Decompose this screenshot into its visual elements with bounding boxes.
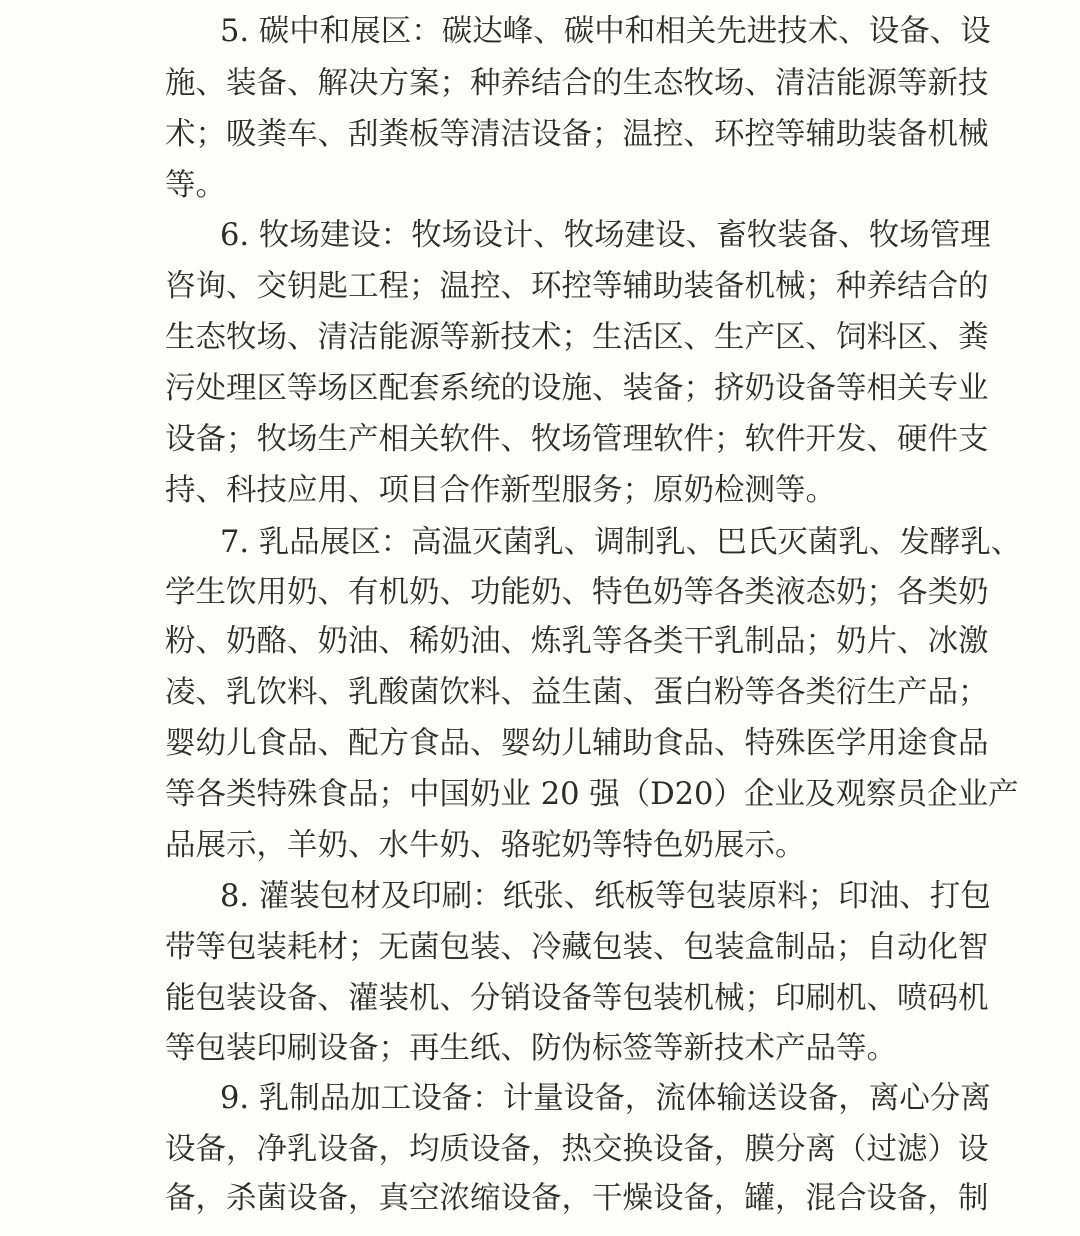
paragraph-line: 设备，净乳设备，均质设备，热交换设备，膜分离（过滤）设 bbox=[165, 1132, 989, 1167]
paragraph-line: 术；吸粪车、刮粪板等清洁设备；温控、环控等辅助装备机械 bbox=[165, 117, 989, 152]
paragraph-line: 设备；牧场生产相关软件、牧场管理软件；软件开发、硬件支 bbox=[165, 422, 989, 457]
paragraph-line: 能包装设备、灌装机、分销设备等包装机械；印刷机、喷码机 bbox=[165, 981, 989, 1016]
paragraph-line: 8. 灌装包材及印刷：纸张、纸板等包装原料；印油、打包 bbox=[220, 879, 991, 914]
paragraph-line: 等。 bbox=[165, 168, 226, 203]
paragraph-line: 品展示，羊奶、水牛奶、骆驼奶等特色奶展示。 bbox=[165, 828, 806, 863]
paragraph-line: 等包装印刷设备；再生纸、防伪标签等新技术产品等。 bbox=[165, 1031, 897, 1066]
paragraph-line: 施、装备、解决方案；种养结合的生态牧场、清洁能源等新技 bbox=[165, 66, 989, 101]
paragraph-line: 6. 牧场建设：牧场设计、牧场建设、畜牧装备、牧场管理 bbox=[220, 218, 991, 253]
paragraph-line: 凌、乳饮料、乳酸菌饮料、益生菌、蛋白粉等各类衍生产品； bbox=[165, 675, 989, 710]
paragraph-line: 7. 乳品展区：高温灭菌乳、调制乳、巴氏灭菌乳、发酵乳、 bbox=[220, 525, 1022, 560]
paragraph-line: 生态牧场、清洁能源等新技术；生活区、生产区、饲料区、粪 bbox=[165, 320, 989, 355]
paragraph-line: 粉、奶酪、奶油、稀奶油、炼乳等各类干乳制品；奶片、冰激 bbox=[165, 624, 989, 659]
paragraph-line: 学生饮用奶、有机奶、功能奶、特色奶等各类液态奶；各类奶 bbox=[165, 575, 989, 610]
paragraph-line: 带等包装耗材；无菌包装、冷藏包装、包装盒制品；自动化智 bbox=[165, 930, 989, 965]
paragraph-line: 持、科技应用、项目合作新型服务；原奶检测等。 bbox=[165, 473, 836, 508]
paragraph-line: 咨询、交钥匙工程；温控、环控等辅助装备机械；种养结合的 bbox=[165, 269, 989, 304]
paragraph-line: 9. 乳制品加工设备：计量设备，流体输送设备，离心分离 bbox=[220, 1081, 991, 1116]
paragraph-line: 婴幼儿食品、配方食品、婴幼儿辅助食品、特殊医学用途食品 bbox=[165, 726, 989, 761]
paragraph-line: 5. 碳中和展区：碳达峰、碳中和相关先进技术、设备、设 bbox=[220, 14, 991, 49]
paragraph-line: 备，杀菌设备，真空浓缩设备，干燥设备，罐，混合设备，制 bbox=[165, 1181, 989, 1216]
paragraph-line: 污处理区等场区配套系统的设施、装备；挤奶设备等相关专业 bbox=[165, 371, 989, 406]
paragraph-line: 等各类特殊食品；中国奶业 20 强（D20）企业及观察员企业产 bbox=[165, 777, 1019, 812]
